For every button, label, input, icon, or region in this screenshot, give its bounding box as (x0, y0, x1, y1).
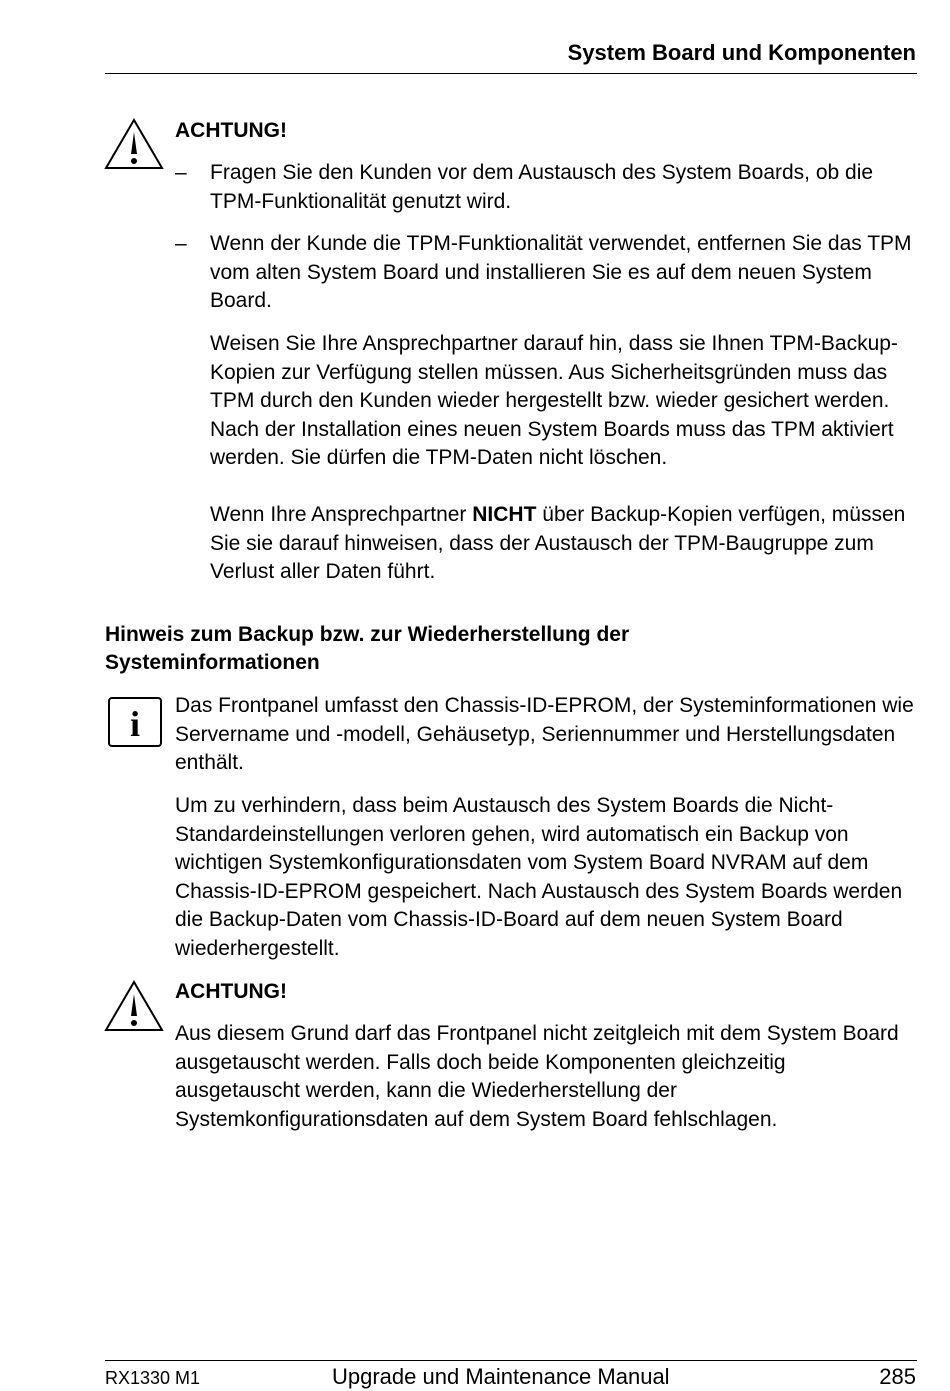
emphasis: NICHT (472, 503, 537, 526)
section-heading (105, 621, 629, 677)
page-number: 285 (879, 1364, 916, 1389)
text-run: Wenn Ihre Ansprechpartner (210, 503, 473, 526)
caution-triangle-icon (103, 116, 165, 174)
header-rule (105, 73, 917, 74)
footer-title: Upgrade und Maintenance Manual (332, 1364, 670, 1389)
bullet-text: Wenn der Kunde die TPM-Funktionalität verwendet, entfernen Sie das TPM vom alten System Board und installieren Sie es auf dem neuen System Board. (210, 232, 912, 312)
section-heading-line: Systeminformationen (105, 651, 320, 674)
bullet-text: Fragen Sie den Kunden vor dem Austausch des System Boards, ob die TPM-Funktionalität genutzt wird. (210, 161, 874, 213)
text-run: über Backup-Kopien verfügen, müssen Sie sie darauf hinweisen, dass der Austausch der TPM-Baugruppe zum Verlust aller Daten führt. (210, 503, 906, 583)
bullet-dash: – (175, 161, 187, 184)
info-paragraph: Um zu verhindern, dass beim Austausch des System Boards die Nicht-Standardeinstellungen verloren gehen, wird automatisch ein Backup von wichtigen Systemkonfigurationsdaten vom System Board NVRAM auf dem Chassis-ID-EPROM gespeichert. Nach Austausch des System Boards werden die Backup-Daten vom Chassis-ID-Board auf dem neuen System Board wiederhergestellt. (175, 794, 903, 960)
caution-triangle-icon (103, 978, 165, 1036)
footer-model: RX1330 M1 (105, 1368, 201, 1388)
warning-heading: ACHTUNG! (175, 980, 287, 1003)
list-item (175, 159, 915, 216)
footer-rule (105, 1360, 917, 1361)
warning-paragraph: Aus diesem Grund darf das Frontpanel nicht zeitgleich mit dem System Board ausgetauscht werden. Falls doch beide Komponenten gleichzeitig ausgetauscht werden, kann die Wiederherstellung der Systemkonfigurationsdaten auf dem System Board fehlschlagen. (175, 1022, 899, 1131)
warning-paragraph (210, 501, 915, 587)
info-paragraph: Das Frontpanel umfasst den Chassis-ID-EPROM, der Systeminformationen wie Servername und -modell, Gehäusetyp, Seriennummer und Herstellungsdaten enthält. (175, 694, 914, 774)
section-heading-line: Hinweis zum Backup bzw. zur Wiederherstellung der (105, 623, 630, 646)
bullet-dash: – (175, 232, 187, 255)
warning-paragraph: Weisen Sie Ihre Ansprechpartner darauf hin, dass sie Ihnen TPM-Backup-Kopien zur Verfügung stellen müssen. Aus Sicherheitsgründen muss das TPM durch den Kunden wieder hergestellt bzw. wieder gesichert werden. Nach der Installation eines neuen System Boards muss das TPM aktiviert werden. Sie dürfen die TPM-Daten nicht löschen. (210, 332, 898, 469)
info-box-icon (108, 697, 162, 747)
info-glyph: i (129, 704, 141, 744)
warning-heading: ACHTUNG! (175, 119, 287, 142)
running-header: System Board und Komponenten (567, 40, 916, 65)
list-item (175, 230, 915, 316)
